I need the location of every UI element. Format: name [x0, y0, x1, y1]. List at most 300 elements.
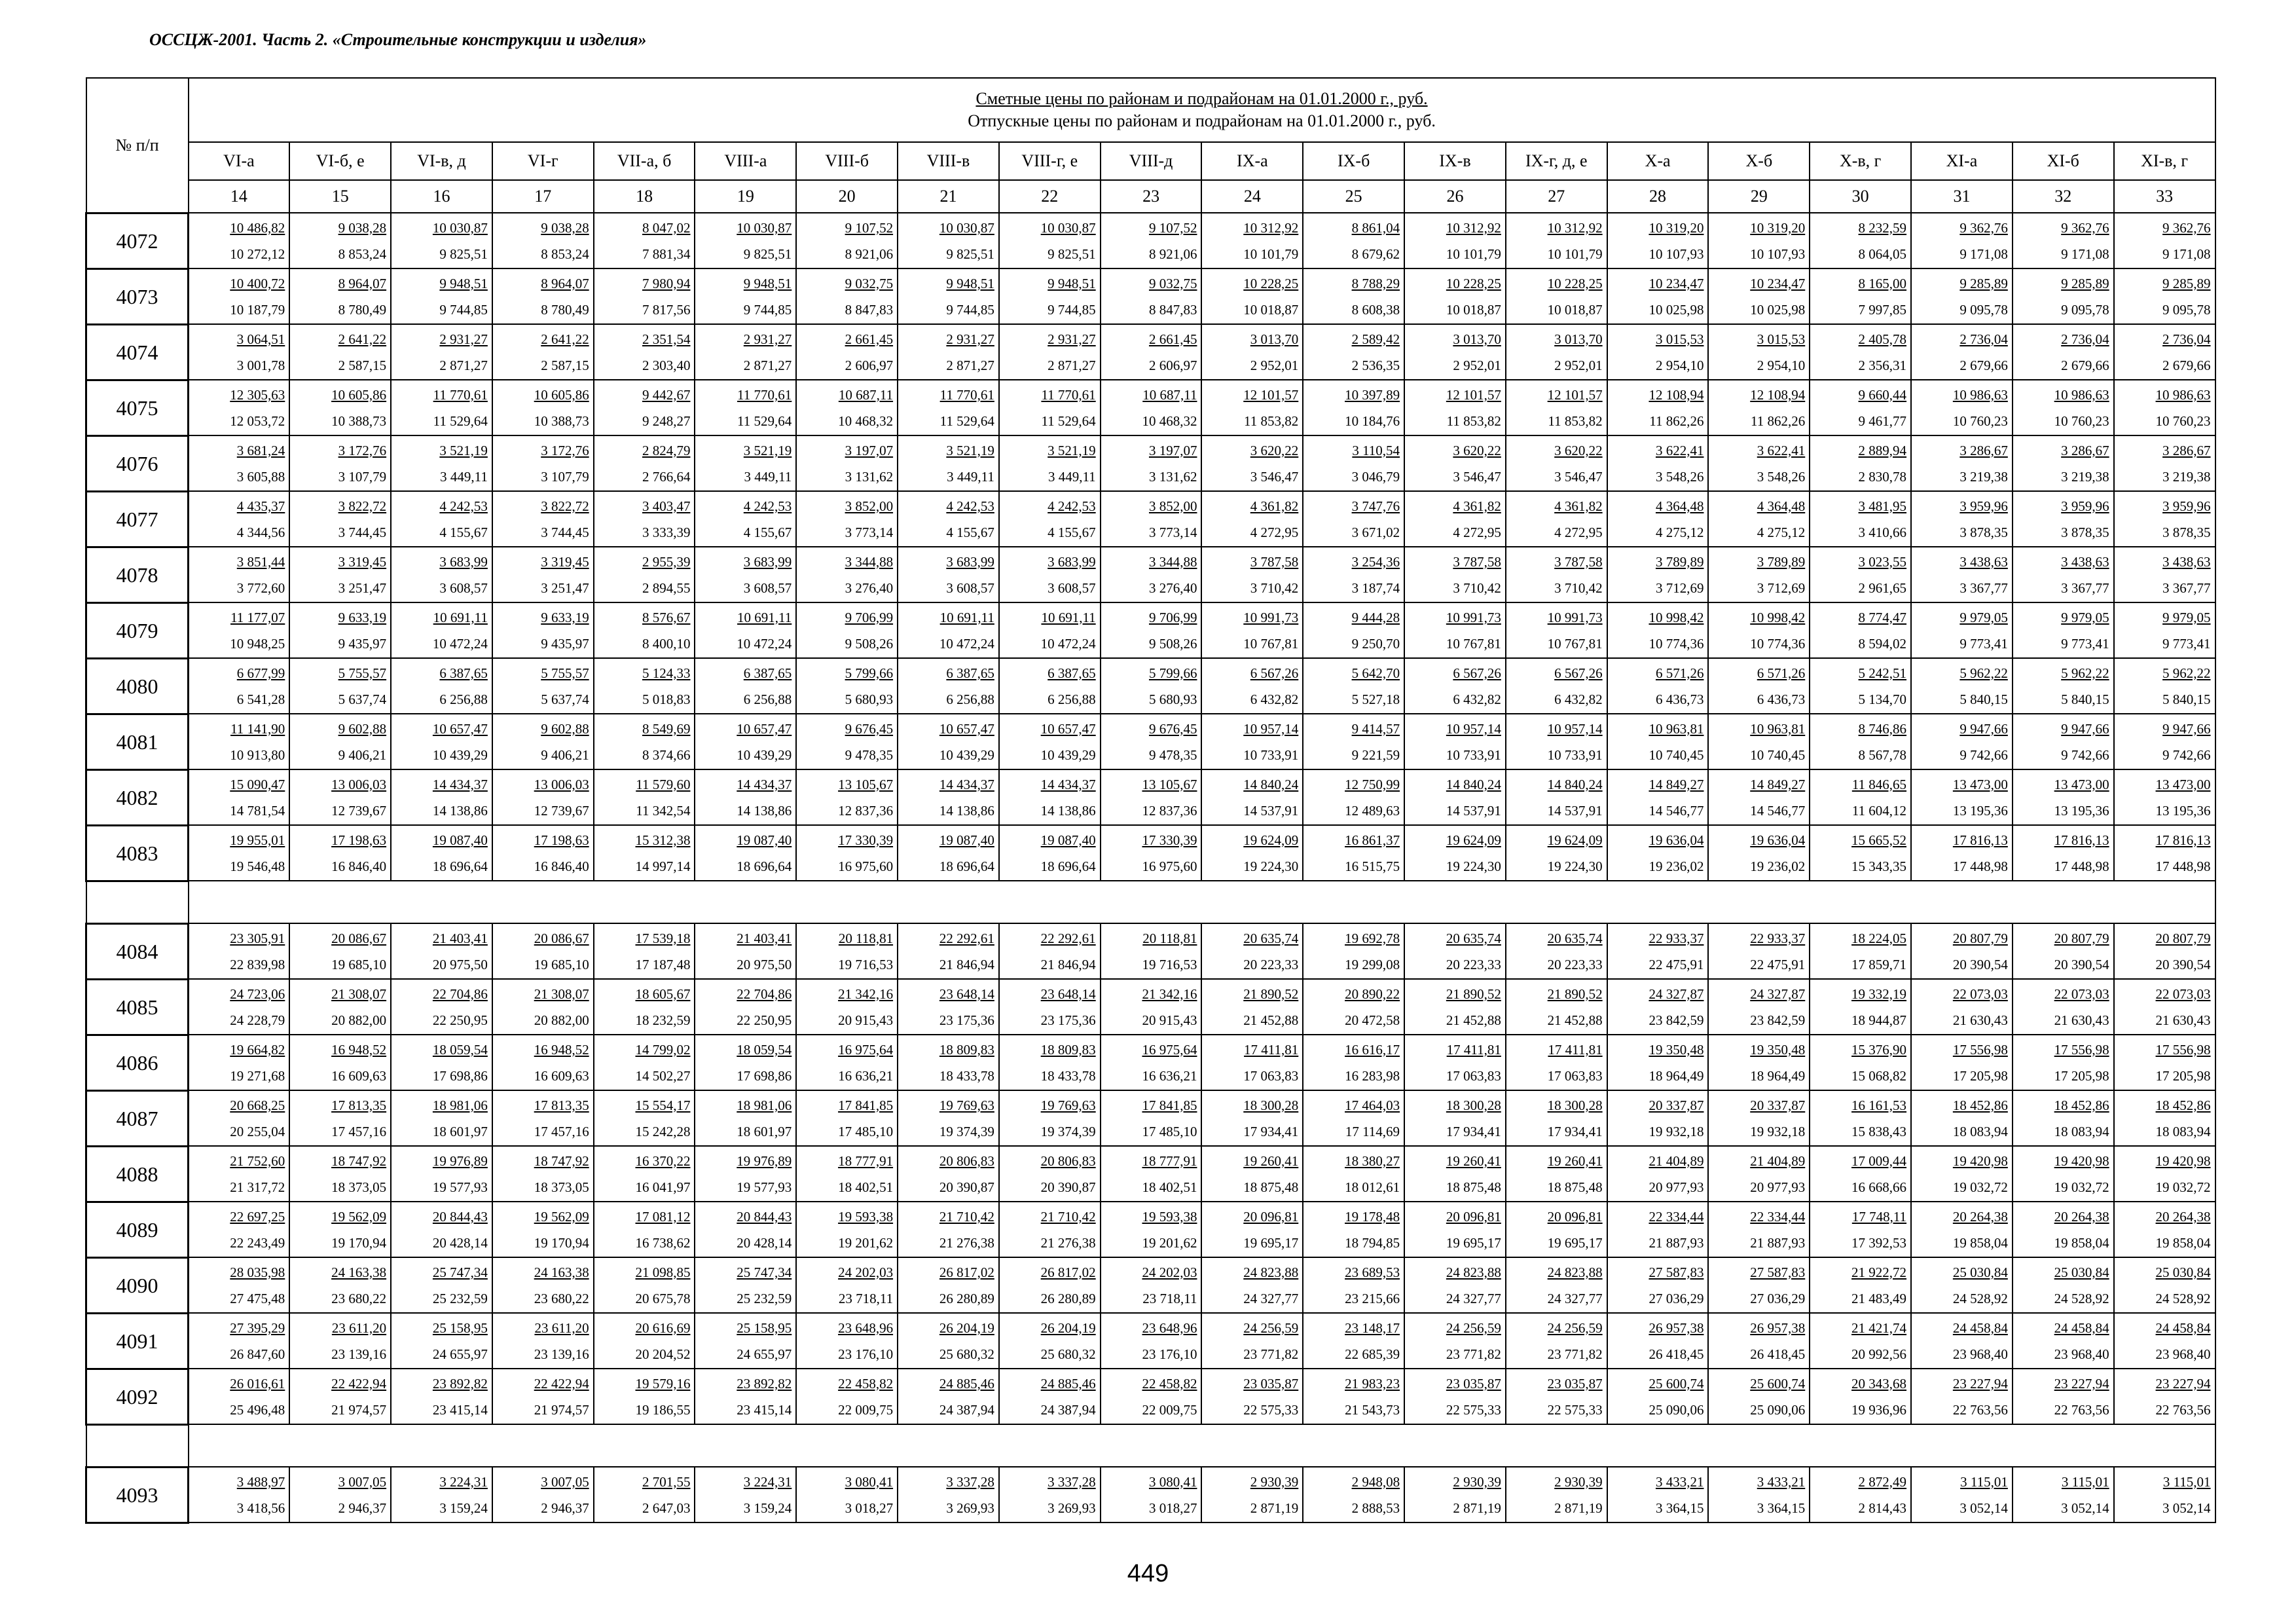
release-price: 3 219,38	[2162, 468, 2211, 485]
release-price: 21 276,38	[1040, 1234, 1096, 1251]
price-cell	[796, 979, 898, 1035]
estimate-price: 26 204,19	[1040, 1320, 1096, 1336]
release-price: 19 186,55	[635, 1401, 691, 1418]
price-cell	[1708, 547, 1810, 602]
price-cell	[391, 1146, 492, 1202]
table-row	[86, 714, 2215, 769]
region-header: VI-г	[492, 142, 594, 180]
estimate-price: 10 605,86	[534, 386, 589, 403]
release-price: 16 041,97	[635, 1179, 691, 1195]
release-price: 24 655,97	[737, 1346, 792, 1362]
estimate-price: 25 030,84	[2054, 1264, 2109, 1280]
release-price: 23 215,66	[1345, 1290, 1400, 1306]
release-price: 20 675,78	[635, 1290, 691, 1306]
estimate-price: 19 350,48	[1750, 1041, 1806, 1058]
table-row	[86, 1090, 2215, 1146]
release-price: 24 528,92	[2155, 1290, 2211, 1306]
release-price: 20 223,33	[1547, 956, 1603, 972]
price-cell	[594, 1313, 695, 1369]
estimate-price: 25 030,84	[1952, 1264, 2008, 1280]
estimate-price: 14 840,24	[1446, 776, 1501, 792]
price-cell	[492, 1035, 594, 1090]
release-price: 23 139,16	[331, 1346, 387, 1362]
estimate-price: 20 635,74	[1446, 930, 1501, 946]
release-price: 11 604,12	[1851, 802, 1907, 819]
release-price: 23 968,40	[2054, 1346, 2109, 1362]
release-price: 10 388,73	[331, 413, 387, 429]
estimate-price: 18 981,06	[432, 1097, 488, 1113]
estimate-price: 2 930,39	[1453, 1473, 1501, 1490]
estimate-price: 24 885,46	[939, 1375, 994, 1392]
price-cell	[1708, 213, 1810, 268]
estimate-price: 25 600,74	[1750, 1375, 1806, 1392]
price-cell	[1303, 825, 1404, 881]
estimate-price: 8 964,07	[541, 275, 589, 291]
table-row	[86, 268, 2215, 324]
release-price: 3 710,42	[1554, 580, 1603, 596]
estimate-price: 2 889,94	[1858, 442, 1907, 458]
release-price: 15 838,43	[1851, 1123, 1907, 1139]
estimate-price: 2 661,45	[1148, 331, 1197, 347]
release-price: 3 712,69	[1655, 580, 1704, 596]
release-price: 3 772,60	[236, 580, 285, 596]
release-price: 5 134,70	[1858, 691, 1907, 707]
estimate-price: 17 539,18	[635, 930, 691, 946]
price-cell	[796, 1313, 898, 1369]
estimate-price: 2 931,27	[743, 331, 792, 347]
price-cell	[289, 825, 391, 881]
estimate-price: 22 422,94	[534, 1375, 589, 1392]
price-cell	[2114, 1090, 2215, 1146]
estimate-price: 3 433,21	[1655, 1473, 1704, 1490]
price-cell	[2013, 380, 2114, 435]
estimate-price: 9 362,76	[2162, 219, 2211, 236]
release-price: 10 472,24	[432, 635, 488, 652]
estimate-price: 3 064,51	[236, 331, 285, 347]
estimate-price: 4 361,82	[1250, 498, 1299, 514]
estimate-price: 3 115,01	[2162, 1473, 2211, 1490]
release-price: 3 159,24	[439, 1500, 488, 1516]
release-price: 24 327,77	[1547, 1290, 1603, 1306]
release-price: 4 155,67	[1048, 524, 1096, 540]
price-cell	[2114, 825, 2215, 881]
release-price: 16 283,98	[1345, 1067, 1400, 1084]
price-cell	[594, 658, 695, 714]
estimate-price: 3 959,96	[2061, 498, 2109, 514]
price-cell	[1607, 769, 1709, 825]
release-price: 12 739,67	[331, 802, 387, 819]
price-cell	[1101, 213, 1202, 268]
release-price: 19 577,93	[737, 1179, 792, 1195]
column-number: 19	[695, 180, 796, 213]
estimate-price: 17 009,44	[1851, 1153, 1907, 1169]
release-price: 9 744,85	[439, 301, 488, 318]
release-price: 19 271,68	[230, 1067, 285, 1084]
price-cell	[1607, 979, 1709, 1035]
release-price: 8 780,49	[338, 301, 387, 318]
price-cell	[1201, 1257, 1303, 1313]
estimate-price: 10 312,92	[1243, 219, 1299, 236]
release-price: 20 977,93	[1649, 1179, 1704, 1195]
estimate-price: 9 038,28	[541, 219, 589, 236]
release-price: 19 936,96	[1851, 1401, 1907, 1418]
estimate-price: 20 096,81	[1547, 1208, 1603, 1225]
release-price: 3 608,57	[946, 580, 994, 596]
estimate-price: 22 292,61	[1040, 930, 1096, 946]
price-cell	[594, 1146, 695, 1202]
price-cell	[999, 1313, 1101, 1369]
price-cell	[1201, 714, 1303, 769]
price-table	[85, 77, 2216, 1524]
release-price: 20 992,56	[1851, 1346, 1907, 1362]
price-cell	[1607, 380, 1709, 435]
estimate-price: 24 823,88	[1446, 1264, 1501, 1280]
estimate-price: 10 657,47	[432, 720, 488, 737]
estimate-price: 3 747,76	[1351, 498, 1400, 514]
price-cell	[2013, 491, 2114, 547]
price-cell	[1506, 1202, 1607, 1257]
release-price: 3 546,47	[1554, 468, 1603, 485]
release-price: 10 101,79	[1547, 246, 1603, 262]
release-price: 16 668,66	[1851, 1179, 1907, 1195]
estimate-price: 6 387,65	[743, 665, 792, 681]
price-cell	[1911, 435, 2013, 491]
price-cell	[289, 769, 391, 825]
row-number: 4080	[86, 658, 189, 714]
release-price: 19 170,94	[331, 1234, 387, 1251]
estimate-price: 16 975,64	[1142, 1041, 1197, 1058]
price-cell	[189, 1257, 290, 1313]
estimate-price: 3 789,89	[1655, 553, 1704, 570]
estimate-price: 14 434,37	[1040, 776, 1096, 792]
row-number: 4092	[86, 1369, 189, 1424]
estimate-price: 19 420,98	[2155, 1153, 2211, 1169]
price-cell	[1708, 602, 1810, 658]
price-cell	[1303, 1313, 1404, 1369]
estimate-price: 22 334,44	[1649, 1208, 1704, 1225]
price-cell	[1101, 380, 1202, 435]
price-cell	[594, 1202, 695, 1257]
release-price: 4 275,12	[1655, 524, 1704, 540]
price-cell	[492, 979, 594, 1035]
release-price: 4 272,95	[1453, 524, 1501, 540]
price-cell	[1404, 1313, 1506, 1369]
estimate-price: 6 567,26	[1250, 665, 1299, 681]
region-header: IX-б	[1303, 142, 1404, 180]
release-price: 14 138,86	[1040, 802, 1096, 819]
column-number: 31	[1911, 180, 2013, 213]
release-price: 21 452,88	[1446, 1012, 1501, 1028]
price-cell	[1810, 658, 1911, 714]
estimate-price: 4 242,53	[743, 498, 792, 514]
release-price: 2 952,01	[1250, 357, 1299, 373]
estimate-price: 19 332,19	[1851, 986, 1907, 1002]
price-cell	[492, 602, 594, 658]
price-cell	[594, 714, 695, 769]
release-price: 6 256,88	[439, 691, 488, 707]
release-price: 6 541,28	[236, 691, 285, 707]
estimate-price: 9 362,76	[2061, 219, 2109, 236]
price-cell	[999, 491, 1101, 547]
estimate-price: 17 841,85	[838, 1097, 894, 1113]
price-cell	[898, 491, 999, 547]
price-cell	[1404, 1369, 1506, 1424]
price-cell	[189, 1313, 290, 1369]
release-price: 11 342,54	[636, 802, 691, 819]
price-cell	[2114, 1202, 2215, 1257]
release-price: 21 974,57	[331, 1401, 387, 1418]
estimate-price: 22 704,86	[432, 986, 488, 1002]
release-price: 5 840,15	[2061, 691, 2109, 707]
estimate-price: 9 706,99	[845, 609, 894, 625]
estimate-price: 5 799,66	[1148, 665, 1197, 681]
price-cell	[1201, 324, 1303, 380]
release-price: 14 546,77	[1649, 802, 1704, 819]
estimate-price: 8 861,04	[1351, 219, 1400, 236]
price-cell	[391, 1369, 492, 1424]
estimate-price: 11 141,90	[230, 720, 285, 737]
release-price: 3 219,38	[2061, 468, 2109, 485]
price-cell	[1810, 1146, 1911, 1202]
estimate-price: 19 087,40	[939, 832, 994, 848]
release-price: 2 679,66	[2162, 357, 2211, 373]
release-price: 2 679,66	[2061, 357, 2109, 373]
price-cell	[1303, 714, 1404, 769]
release-price: 19 685,10	[331, 956, 387, 972]
price-cell	[189, 658, 290, 714]
estimate-price: 13 473,00	[2155, 776, 2211, 792]
price-cell	[796, 547, 898, 602]
release-price: 11 529,64	[433, 413, 488, 429]
release-price: 11 853,82	[1244, 413, 1299, 429]
release-price: 2 946,37	[541, 1500, 589, 1516]
row-number: 4073	[86, 268, 189, 324]
estimate-price: 3 822,72	[541, 498, 589, 514]
estimate-price: 13 105,67	[838, 776, 894, 792]
price-cell	[898, 1202, 999, 1257]
release-price: 13 195,36	[2054, 802, 2109, 819]
table-row	[86, 1257, 2215, 1313]
estimate-price: 20 635,74	[1243, 930, 1299, 946]
estimate-price: 15 665,52	[1851, 832, 1907, 848]
release-price: 23 968,40	[2155, 1346, 2211, 1362]
release-price: 2 606,97	[1148, 357, 1197, 373]
release-price: 18 601,97	[432, 1123, 488, 1139]
price-cell	[289, 380, 391, 435]
price-cell	[2114, 769, 2215, 825]
estimate-price: 10 691,11	[737, 609, 792, 625]
release-price: 18 433,78	[939, 1067, 994, 1084]
estimate-price: 3 521,19	[1048, 442, 1096, 458]
release-price: 22 685,39	[1345, 1346, 1400, 1362]
estimate-price: 23 611,20	[534, 1320, 589, 1336]
price-cell	[1101, 923, 1202, 979]
release-price: 19 224,30	[1547, 858, 1603, 874]
price-cell	[1303, 979, 1404, 1035]
price-cell	[594, 380, 695, 435]
release-price: 10 733,91	[1243, 747, 1299, 763]
price-cell	[2013, 658, 2114, 714]
estimate-price: 9 602,88	[338, 720, 387, 737]
estimate-price: 9 107,52	[845, 219, 894, 236]
release-price: 6 256,88	[743, 691, 792, 707]
release-price: 2 871,19	[1554, 1500, 1603, 1516]
release-price: 23 842,59	[1750, 1012, 1806, 1028]
release-price: 19 374,39	[1040, 1123, 1096, 1139]
price-cell	[594, 1467, 695, 1522]
estimate-price: 18 452,86	[2054, 1097, 2109, 1113]
price-cell	[2013, 1369, 2114, 1424]
table-row	[86, 1313, 2215, 1369]
estimate-price: 3 254,36	[1351, 553, 1400, 570]
release-price: 20 204,52	[635, 1346, 691, 1362]
estimate-price: 17 556,98	[2155, 1041, 2211, 1058]
price-cell	[1911, 714, 2013, 769]
release-price: 22 475,91	[1750, 956, 1806, 972]
release-price: 20 975,50	[737, 956, 792, 972]
release-price: 9 825,51	[439, 246, 488, 262]
price-cell	[999, 1035, 1101, 1090]
price-cell	[189, 979, 290, 1035]
price-cell	[1911, 1467, 2013, 1522]
price-cell	[189, 324, 290, 380]
price-cell	[594, 602, 695, 658]
release-price: 16 738,62	[635, 1234, 691, 1251]
estimate-price: 10 319,20	[1649, 219, 1704, 236]
release-price: 10 107,93	[1750, 246, 1806, 262]
release-price: 23 176,10	[1142, 1346, 1197, 1362]
estimate-price: 18 777,91	[838, 1153, 894, 1169]
release-price: 18 696,64	[737, 858, 792, 874]
release-price: 22 763,56	[2155, 1401, 2211, 1418]
release-price: 19 032,72	[1952, 1179, 2008, 1195]
estimate-price: 22 334,44	[1750, 1208, 1806, 1225]
row-number: 4087	[86, 1090, 189, 1146]
price-cell	[391, 923, 492, 979]
price-cell	[391, 1090, 492, 1146]
release-price: 19 546,48	[230, 858, 285, 874]
release-price: 14 537,91	[1446, 802, 1501, 819]
estimate-price: 10 957,14	[1446, 720, 1501, 737]
estimate-price: 23 648,14	[1040, 986, 1096, 1002]
release-price: 17 448,98	[2054, 858, 2109, 874]
release-price: 3 333,39	[642, 524, 691, 540]
estimate-price: 25 747,34	[737, 1264, 792, 1280]
release-price: 3 449,11	[1048, 468, 1096, 485]
release-price: 9 406,21	[338, 747, 387, 763]
estimate-price: 9 444,28	[1351, 609, 1400, 625]
estimate-price: 21 098,85	[635, 1264, 691, 1280]
price-cell	[1607, 923, 1709, 979]
release-price: 21 630,43	[2155, 1012, 2211, 1028]
release-price: 24 387,94	[939, 1401, 994, 1418]
column-number: 25	[1303, 180, 1404, 213]
price-cell	[1708, 714, 1810, 769]
estimate-price: 20 118,81	[838, 930, 894, 946]
release-price: 21 630,43	[2054, 1012, 2109, 1028]
estimate-price: 26 817,02	[1040, 1264, 1096, 1280]
price-cell	[289, 1369, 391, 1424]
price-cell	[2114, 324, 2215, 380]
release-price: 20 255,04	[230, 1123, 285, 1139]
price-cell	[492, 1257, 594, 1313]
estimate-price: 20 086,67	[331, 930, 387, 946]
price-cell	[695, 825, 796, 881]
release-price: 9 095,78	[1959, 301, 2008, 318]
estimate-price: 19 636,04	[1649, 832, 1704, 848]
release-price: 9 773,41	[1959, 635, 2008, 652]
price-cell	[1506, 1467, 1607, 1522]
price-cell	[1708, 769, 1810, 825]
release-price: 24 327,77	[1243, 1290, 1299, 1306]
release-price: 8 853,24	[541, 246, 589, 262]
price-cell	[189, 213, 290, 268]
estimate-price: 27 587,83	[1750, 1264, 1806, 1280]
estimate-price: 26 957,38	[1649, 1320, 1704, 1336]
release-price: 9 744,85	[1048, 301, 1096, 318]
release-price: 21 317,72	[230, 1179, 285, 1195]
price-cell	[898, 547, 999, 602]
release-price: 4 155,67	[439, 524, 488, 540]
estimate-price: 21 710,42	[1040, 1208, 1096, 1225]
estimate-price: 19 624,09	[1243, 832, 1299, 848]
price-cell	[492, 1313, 594, 1369]
region-header: VIII-в	[898, 142, 999, 180]
price-cell	[1607, 268, 1709, 324]
release-price: 19 032,72	[2155, 1179, 2211, 1195]
release-price: 10 733,91	[1446, 747, 1501, 763]
release-price: 19 932,18	[1649, 1123, 1704, 1139]
estimate-price: 17 411,81	[1446, 1041, 1501, 1058]
row-number: 4083	[86, 825, 189, 881]
price-cell	[189, 1090, 290, 1146]
estimate-price: 3 852,00	[845, 498, 894, 514]
release-price: 22 763,56	[2054, 1401, 2109, 1418]
price-cell	[1708, 435, 1810, 491]
price-cell	[695, 769, 796, 825]
price-cell	[898, 1035, 999, 1090]
price-cell	[2114, 1313, 2215, 1369]
price-cell	[2114, 979, 2215, 1035]
release-price: 19 685,10	[534, 956, 589, 972]
release-price: 16 975,60	[838, 858, 894, 874]
price-cell	[796, 714, 898, 769]
table-row	[86, 602, 2215, 658]
price-cell	[2013, 825, 2114, 881]
release-price: 8 853,24	[338, 246, 387, 262]
estimate-price: 24 256,59	[1446, 1320, 1501, 1336]
price-cell	[1101, 1369, 1202, 1424]
row-number: 4086	[86, 1035, 189, 1090]
estimate-price: 3 851,44	[236, 553, 285, 570]
estimate-price: 19 260,41	[1547, 1153, 1603, 1169]
table-caption	[189, 78, 2215, 142]
estimate-price: 3 007,05	[338, 1473, 387, 1490]
price-cell	[1404, 769, 1506, 825]
release-price: 10 760,23	[1952, 413, 2008, 429]
release-price: 17 063,83	[1243, 1067, 1299, 1084]
estimate-price: 10 991,73	[1243, 609, 1299, 625]
estimate-price: 2 661,45	[845, 331, 894, 347]
estimate-price: 24 885,46	[1040, 1375, 1096, 1392]
estimate-price: 21 342,16	[1142, 986, 1197, 1002]
release-price: 3 131,62	[845, 468, 894, 485]
estimate-price: 16 948,52	[331, 1041, 387, 1058]
row-number: 4078	[86, 547, 189, 602]
release-price: 5 018,83	[642, 691, 691, 707]
price-cell	[695, 714, 796, 769]
table-row	[86, 769, 2215, 825]
